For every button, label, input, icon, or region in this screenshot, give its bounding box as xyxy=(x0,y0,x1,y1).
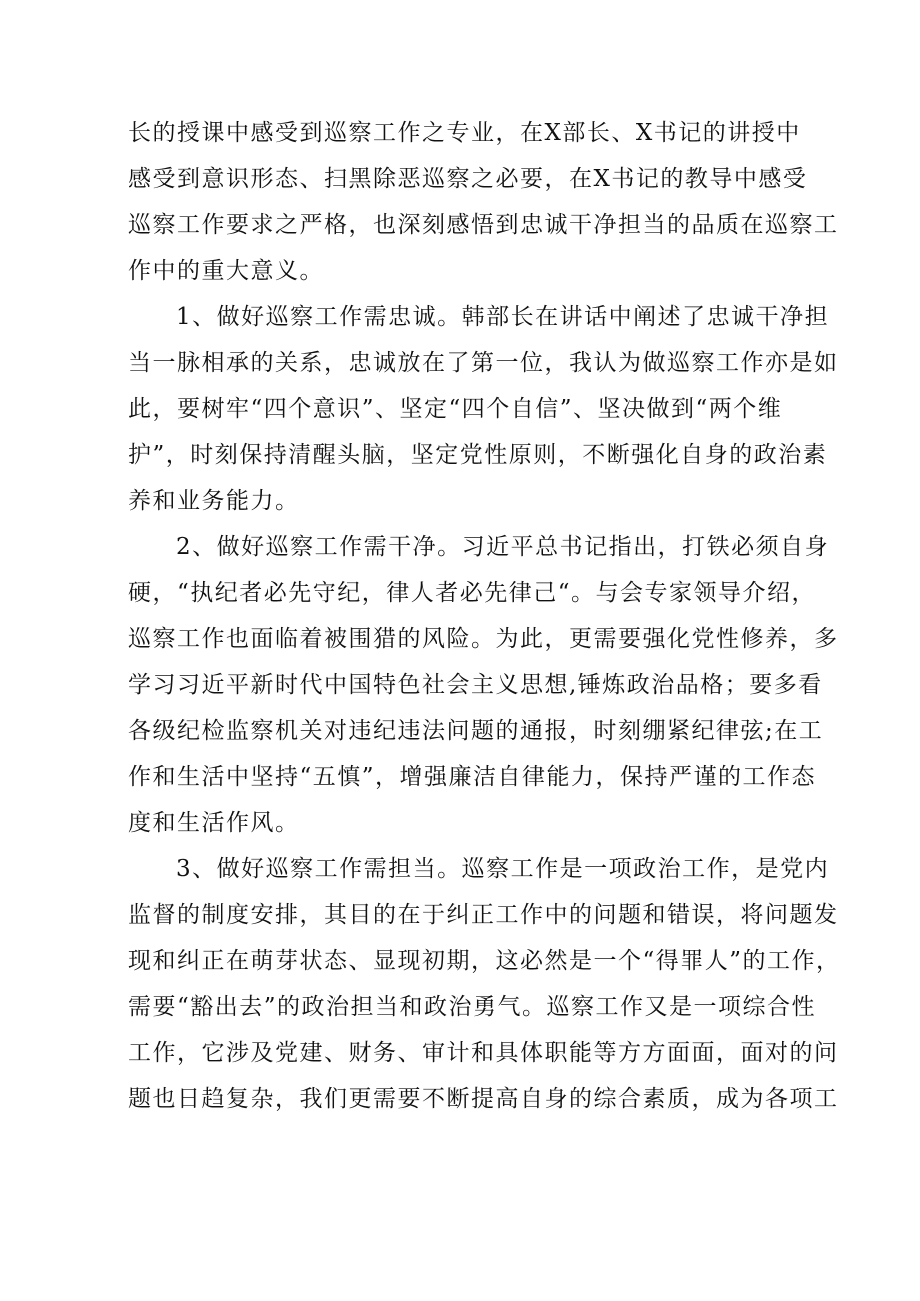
text-line: 养和业务能力。 xyxy=(128,488,300,514)
text-line: 此，要树牢“四个意识”、坚定“四个自信”、坚决做到“两个维 xyxy=(128,396,783,422)
text-line: 监督的制度安排，其目的在于纠正工作中的问题和错误，将问题发 xyxy=(128,902,839,928)
text-line: 3、做好巡察工作需担当。巡察工作是一项政治工作，是党内 xyxy=(176,856,830,882)
text-line: 感受到意识形态、扫黑除恶巡察之必要，在X书记的教导中感受 xyxy=(128,166,808,192)
paragraph-integrity xyxy=(128,524,839,846)
text-line: 工作，它涉及党建、财务、审计和具体职能等方方面面，面对的问 xyxy=(128,1040,839,1066)
text-line: 2、做好巡察工作需干净。习近平总书记指出，打铁必须自身 xyxy=(176,534,830,560)
text-line: 护”，时刻保持清醒头脑，坚定党性原则，不断强化自身的政治素 xyxy=(128,442,828,468)
document-body xyxy=(128,110,841,1122)
text-line: 学习习近平新时代中国特色社会主义思想,锤炼政治品格；要多看 xyxy=(128,672,823,698)
text-line: 作中的重大意义。 xyxy=(128,258,324,284)
paragraph-loyalty xyxy=(128,294,839,524)
text-line: 硬，“执纪者必先守纪，律人者必先律己“。与会专家领导介绍， xyxy=(128,580,817,606)
text-line: 巡察工作也面临着被围猎的风险。为此，更需要强化党性修养，多 xyxy=(128,626,839,652)
paragraph-intro-continued xyxy=(128,110,839,294)
text-line: 现和纠正在萌芽状态、显现初期，这必然是一个“得罪人”的工作， xyxy=(128,948,841,974)
text-line: 巡察工作要求之严格，也深刻感悟到忠诚干净担当的品质在巡察工 xyxy=(128,212,839,238)
paragraph-responsibility xyxy=(128,846,841,1122)
text-line: 当一脉相承的关系，忠诚放在了第一位，我认为做巡察工作亦是如 xyxy=(128,350,839,376)
text-line: 长的授课中感受到巡察工作之专业，在X部长、X书记的讲授中 xyxy=(128,120,801,146)
text-line: 1、做好巡察工作需忠诚。韩部长在讲话中阐述了忠诚干净担 xyxy=(176,304,830,330)
text-line: 各级纪检监察机关对违纪违法问题的通报，时刻绷紧纪律弦;在工 xyxy=(128,718,824,744)
text-line: 题也日趋复杂，我们更需要不断提高自身的综合素质，成为各项工 xyxy=(128,1086,839,1112)
text-line: 度和生活作风。 xyxy=(128,810,300,836)
text-line: 作和生活中坚持“五慎”，增强廉洁自律能力，保持严谨的工作态 xyxy=(128,764,817,790)
text-line: 需要“豁出去”的政治担当和政治勇气。巡察工作又是一项综合性 xyxy=(128,994,817,1020)
